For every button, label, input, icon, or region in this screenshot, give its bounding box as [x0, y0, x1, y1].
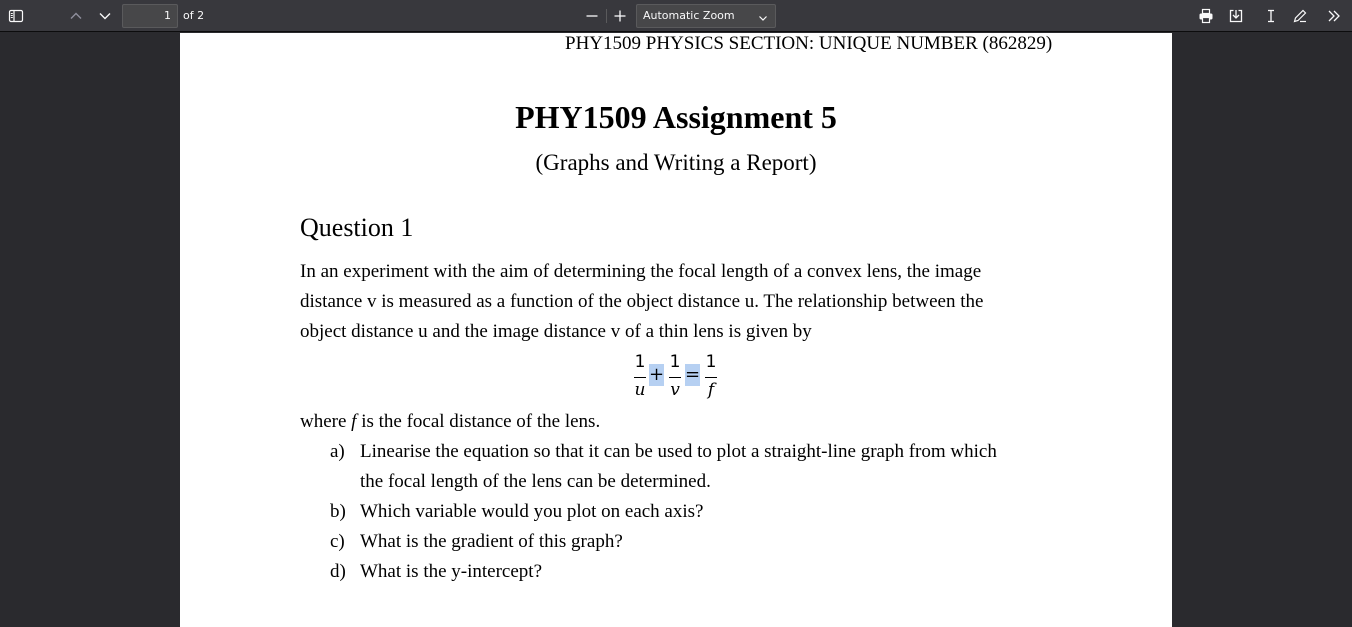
- fraction-numerator: 1: [634, 352, 646, 372]
- next-page-button[interactable]: [93, 4, 117, 28]
- item-label: d): [330, 561, 346, 582]
- intro-line-1: In an experiment with the aim of determining the focal length of a convex lens, the image: [300, 261, 982, 282]
- chevron-down-icon: [757, 10, 769, 32]
- item-text: Which variable would you plot on each axis?: [360, 501, 704, 522]
- where-line: [300, 411, 1060, 433]
- document-subtitle: (Graphs and Writing a Report): [535, 150, 817, 175]
- equals-sign: =: [685, 364, 701, 385]
- where-suffix: is the focal distance of the lens.: [356, 411, 601, 432]
- fraction-bar: [669, 377, 681, 378]
- item-label: c): [330, 531, 345, 552]
- fraction-denominator: f: [707, 380, 715, 400]
- tools-expand-button[interactable]: [1322, 4, 1346, 28]
- fraction-denominator: v: [670, 380, 680, 400]
- plus-icon: [612, 8, 628, 24]
- print-icon: [1198, 8, 1214, 24]
- pdf-page: [180, 33, 1172, 627]
- question-heading: Question 1: [300, 213, 414, 242]
- zoom-select-value: Automatic Zoom: [643, 9, 735, 22]
- page-count-label: of 2: [183, 9, 205, 22]
- text-tool-button[interactable]: [1259, 4, 1283, 28]
- fraction-bar: [705, 377, 717, 378]
- zoom-select[interactable]: [636, 4, 776, 28]
- fraction-denominator: u: [634, 380, 646, 400]
- save-icon: [1228, 8, 1244, 24]
- intro-line-2: distance v is measured as a function of the object distance u. The relationship between the: [300, 291, 984, 312]
- draw-icon: [1292, 8, 1308, 24]
- intro-line-3: object distance u and the image distance v of a thin lens is given by: [300, 321, 812, 342]
- where-prefix: where: [300, 411, 352, 432]
- pdf-toolbar: [0, 0, 1352, 32]
- sidebar-toggle-button[interactable]: [4, 4, 28, 28]
- where-variable: f: [351, 411, 357, 432]
- chevron-up-icon: [68, 8, 84, 24]
- list-item-d: [330, 561, 542, 583]
- plus-sign: +: [649, 364, 665, 385]
- page-number-input[interactable]: 1: [122, 4, 178, 28]
- tools-expand-icon: [1326, 8, 1342, 24]
- document-viewer[interactable]: [0, 33, 1352, 627]
- item-label: a): [330, 441, 345, 462]
- item-text: What is the gradient of this graph?: [360, 531, 623, 552]
- item-text: What is the y-intercept?: [360, 561, 543, 582]
- list-item-c: [330, 531, 623, 553]
- list-item-a-continuation: the focal length of the lens can be determined.: [360, 471, 711, 492]
- sidebar-toggle-icon: [8, 8, 24, 24]
- zoom-in-button[interactable]: [608, 4, 632, 28]
- fraction-bar: [634, 377, 646, 378]
- draw-tool-button[interactable]: [1288, 4, 1312, 28]
- previous-page-button[interactable]: [64, 4, 88, 28]
- print-button[interactable]: [1194, 4, 1218, 28]
- chevron-down-icon: [97, 8, 113, 24]
- list-item-a: [330, 441, 997, 463]
- zoom-out-button[interactable]: [580, 4, 604, 28]
- document-header-line: PHY1509 PHYSICS SECTION: UNIQUE NUMBER (862829): [565, 33, 1053, 54]
- save-button[interactable]: [1224, 4, 1248, 28]
- fraction-numerator: 1: [669, 352, 681, 372]
- item-text: Linearise the equation so that it can be used to plot a straight-line graph from which: [360, 441, 997, 462]
- zoom-separator: [606, 9, 607, 23]
- text-cursor-icon: [1263, 8, 1279, 24]
- list-item-b: [330, 501, 703, 523]
- minus-icon: [584, 8, 600, 24]
- fraction-numerator: 1: [705, 352, 717, 372]
- document-title: PHY1509 Assignment 5: [515, 99, 837, 135]
- item-label: b): [330, 501, 346, 522]
